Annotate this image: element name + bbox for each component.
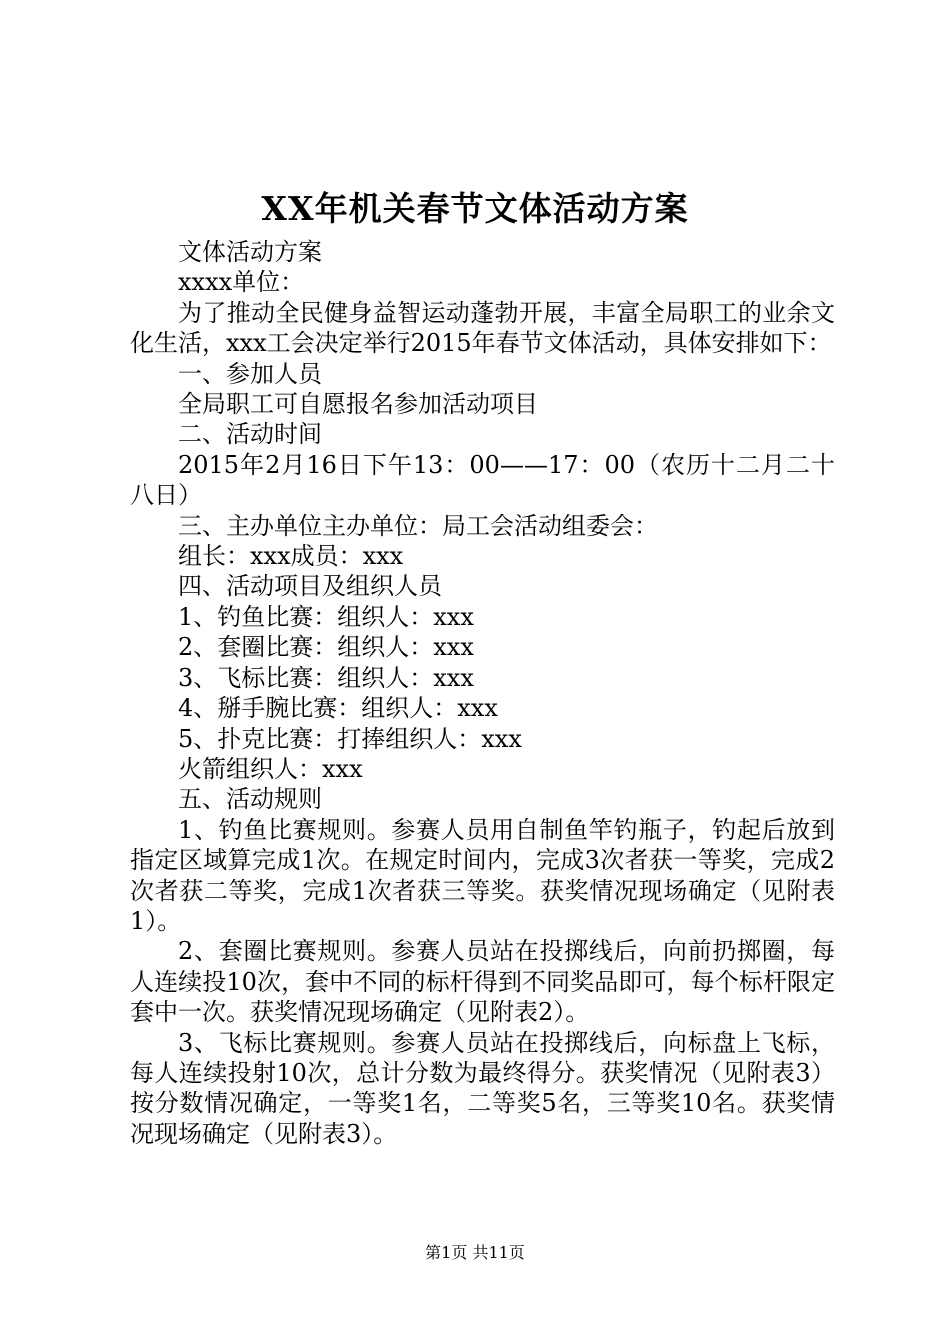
paragraph-recipient: xxxx单位： — [178, 268, 305, 297]
page-footer: 第1页 共11页 — [425, 1243, 525, 1262]
section-heading-events: 四、活动项目及组织人员 — [178, 572, 442, 601]
section-heading-time: 二、活动时间 — [178, 420, 322, 449]
list-item-fishing: 1、钓鱼比赛：组织人：xxx — [178, 602, 474, 631]
list-item-ring-toss: 2、套圈比赛：组织人：xxx — [178, 633, 474, 662]
list-item-poker: 5、扑克比赛：打捧组织人：xxx — [178, 724, 522, 753]
document-title: XX年机关春节文体活动方案 — [261, 189, 689, 228]
paragraph-committee: 组长：xxx成员：xxx — [178, 542, 404, 571]
list-item-darts: 3、飞标比赛：组织人：xxx — [178, 663, 474, 692]
section-heading-organizer: 三、主办单位主办单位：局工会活动组委会： — [178, 511, 658, 540]
paragraph-intro: 为了推动全民健身益智运动蓬勃开展，丰富全局职工的业余文化生活，xxx工会决定举行2015年春节文体活动，具体安排如下： — [130, 298, 835, 358]
paragraph-heading: 文体活动方案 — [178, 238, 322, 266]
paragraph-time: 2015年2月16日下午13：00——17：00（农历十二月二十八日） — [130, 450, 835, 510]
paragraph-participants: 全局职工可自愿报名参加活动项目 — [178, 390, 538, 419]
section-heading-rules: 五、活动规则 — [178, 785, 322, 814]
paragraph-rule-darts: 3、飞标比赛规则。参赛人员站在投掷线后，向标盘上飞标，每人连续投射10次，总计分数为最终得分。获奖情况（见附表3）按分数情况确定，一等奖1名，二等奖5名，三等奖10名。获奖情况现场确定（见附表3）。 — [130, 1028, 835, 1148]
list-item-rocket: 火箭组织人：xxx — [178, 754, 363, 783]
paragraph-rule-ring-toss: 2、套圈比赛规则。参赛人员站在投掷线后，向前扔掷圈，每人连续投10次，套中不同的标杆得到不同奖品即可，每个标杆限定套中一次。获奖情况现场确定（见附表2）。 — [130, 937, 835, 1027]
section-heading-participants: 一、参加人员 — [178, 359, 322, 388]
document-body — [130, 237, 835, 1149]
list-item-arm-wrestling: 4、掰手腕比赛：组织人：xxx — [178, 694, 498, 723]
paragraph-rule-fishing: 1、钓鱼比赛规则。参赛人员用自制鱼竿钓瓶子，钓起后放到指定区域算完成1次。在规定时间内，完成3次者获一等奖，完成2次者获二等奖，完成1次者获三等奖。获奖情况现场确定（见附表1）。 — [130, 815, 835, 935]
